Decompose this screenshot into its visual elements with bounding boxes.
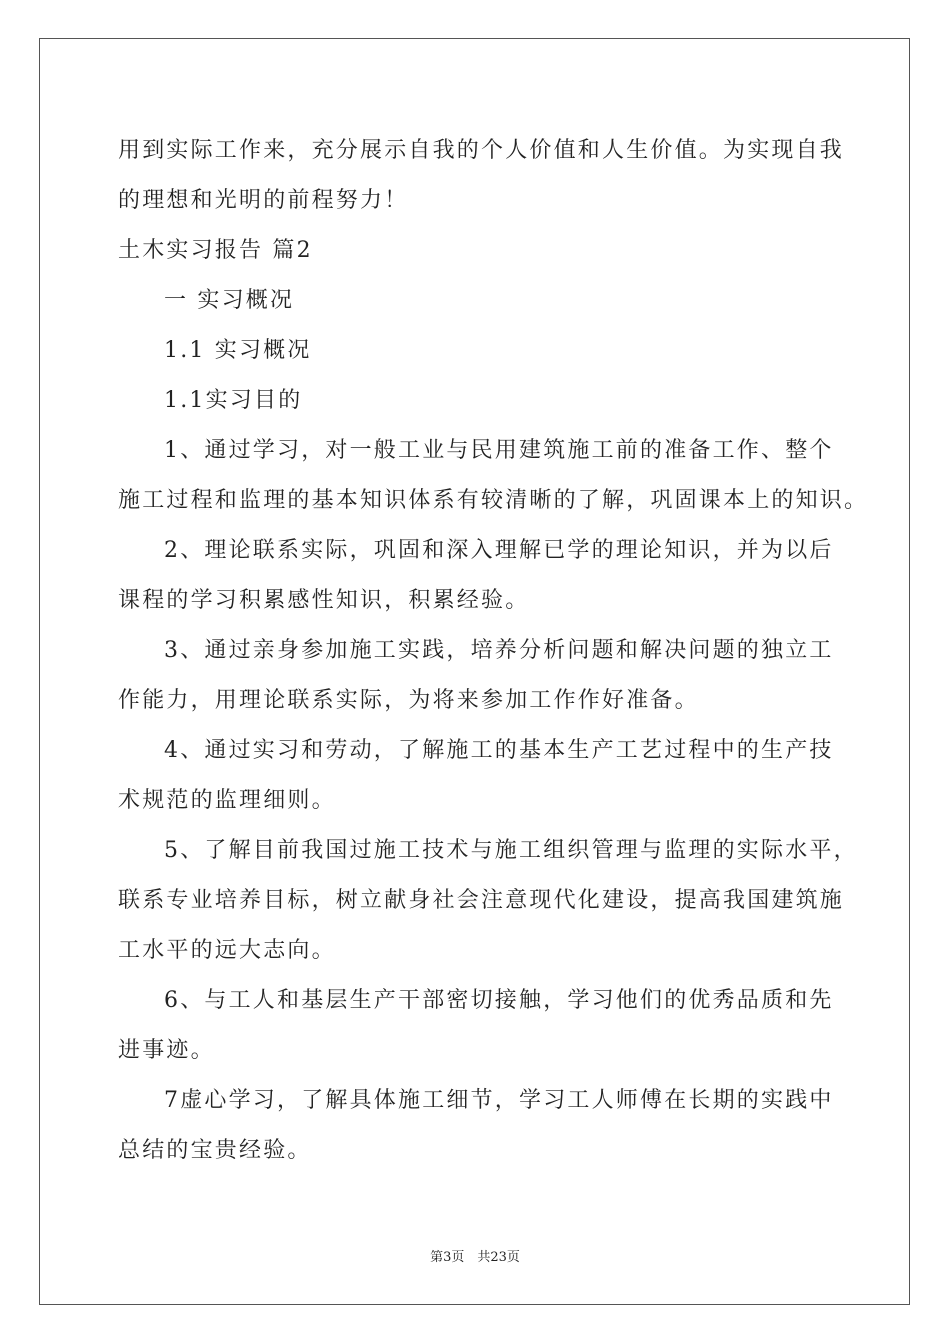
paragraph-line: 作能力，用理论联系实际，为将来参加工作作好准备。 <box>118 688 699 713</box>
paragraph-line: 课程的学习积累感性知识，积累经验。 <box>118 588 530 613</box>
subsection-heading: 一 实习概况 <box>164 288 295 313</box>
subsection-heading: 1.1 实习概况 <box>164 338 312 363</box>
paragraph-line: 施工过程和监理的基本知识体系有较清晰的了解，巩固课本上的知识。 <box>118 488 869 513</box>
paragraph-line: 的理想和光明的前程努力！ <box>118 188 409 213</box>
paragraph-line: 3、通过亲身参加施工实践，培养分析问题和解决问题的独立工 <box>164 638 834 663</box>
page-number: 第3页 共23页 <box>430 1250 520 1265</box>
page-footer <box>0 1246 950 1265</box>
document-body <box>118 126 869 1176</box>
paragraph-line: 4、通过实习和劳动，了解施工的基本生产工艺过程中的生产技 <box>164 738 834 763</box>
paragraph-line: 7虚心学习，了解具体施工细节，学习工人师傅在长期的实践中 <box>164 1088 834 1113</box>
paragraph-line: 术规范的监理细则。 <box>118 788 336 813</box>
subsection-heading: 1.1实习目的 <box>164 388 303 413</box>
paragraph-line: 6、与工人和基层生产干部密切接触，学习他们的优秀品质和先 <box>164 988 834 1013</box>
section-heading: 土木实习报告 篇2 <box>118 238 313 263</box>
paragraph-line: 联系专业培养目标，树立献身社会注意现代化建设，提高我国建筑施 <box>118 888 845 913</box>
paragraph-line: 用到实际工作来，充分展示自我的个人价值和人生价值。为实现自我 <box>118 138 845 163</box>
paragraph-line: 1、通过学习，对一般工业与民用建筑施工前的准备工作、整个 <box>164 438 834 463</box>
paragraph-line: 总结的宝贵经验。 <box>118 1138 312 1163</box>
paragraph-line: 工水平的远大志向。 <box>118 938 336 963</box>
paragraph-line: 进事迹。 <box>118 1038 215 1063</box>
paragraph-line: 2、理论联系实际，巩固和深入理解已学的理论知识，并为以后 <box>164 538 834 563</box>
paragraph-line: 5、了解目前我国过施工技术与施工组织管理与监理的实际水平， <box>164 838 858 863</box>
